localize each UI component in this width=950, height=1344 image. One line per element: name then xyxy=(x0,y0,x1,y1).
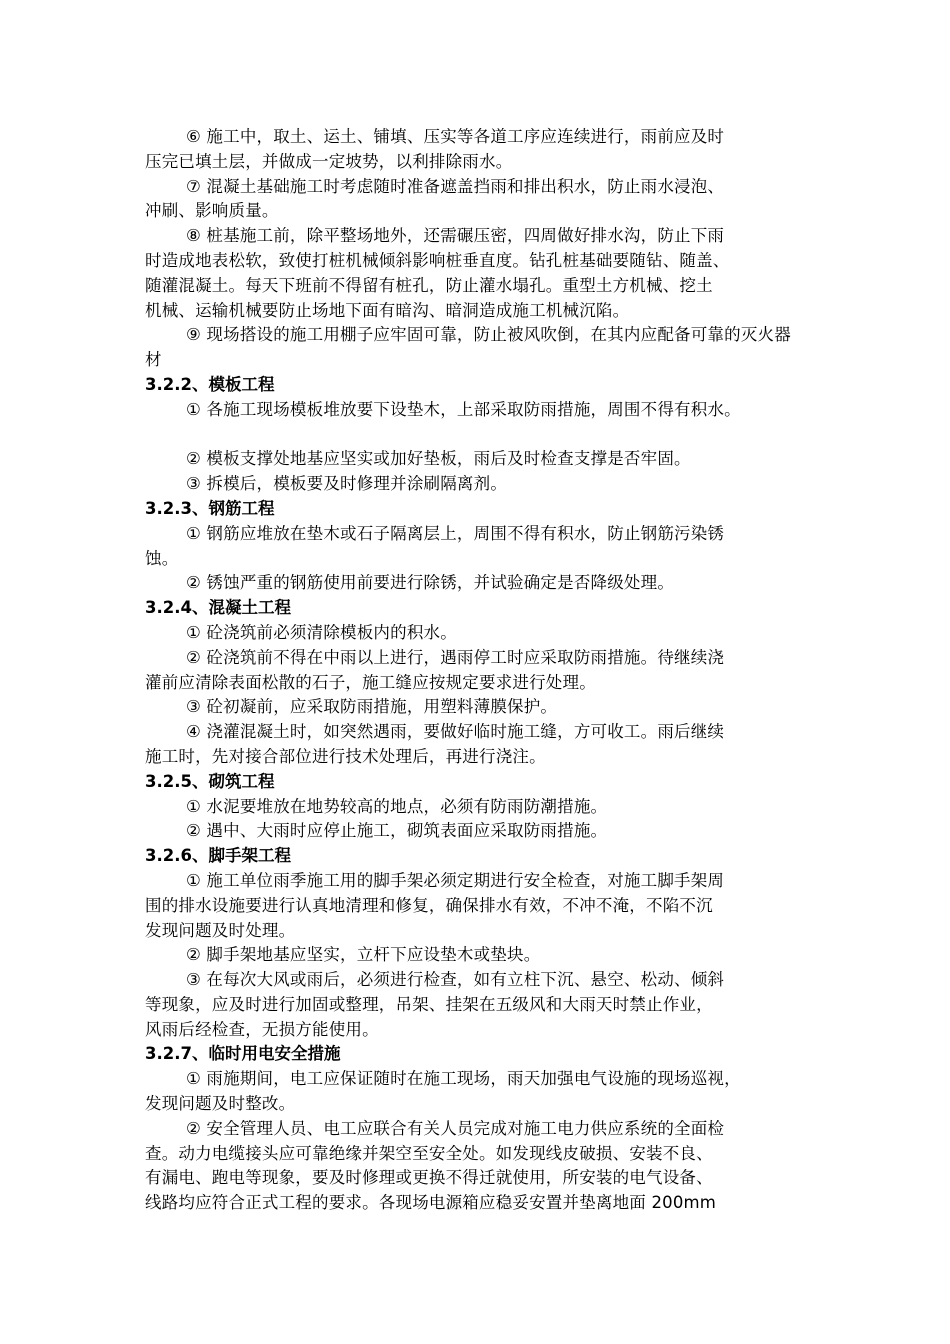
paragraph-line: 线路均应符合正式工程的要求。各现场电源箱应稳妥安置并垫离地面 200mm xyxy=(145,1193,717,1213)
paragraph-first-line: ① 施工单位雨季施工用的脚手架必须定期进行安全检查，对施工脚手架周 xyxy=(186,870,725,890)
paragraph-line: 时造成地表松软，致使打桩机械倾斜影响桩垂直度。钻孔桩基础要随钻、随盖、 xyxy=(145,250,730,270)
paragraph xyxy=(145,869,825,943)
paragraph-first-line: ① 各施工现场模板堆放要下设垫木，上部采取防雨措施，周围不得有积水。 xyxy=(186,399,741,419)
paragraph-first-line: ③ 砼初凝前，应采取防雨措施，用塑料薄膜保护。 xyxy=(186,697,558,717)
paragraph xyxy=(145,720,825,770)
paragraph-line: 风雨后经检查，无损方能使用。 xyxy=(145,1019,379,1039)
paragraph-line: 随灌混凝土。每天下班前不得留有桩孔，防止灌水塌孔。重型土方机械、挖土 xyxy=(145,275,713,295)
paragraph-first-line: ③ 拆模后，模板要及时修理并涂刷隔离剂。 xyxy=(186,474,508,494)
paragraph-first-line: ② 安全管理人员、电工应联合有关人员完成对施工电力供应系统的全面检 xyxy=(186,1118,725,1138)
paragraph xyxy=(145,943,825,968)
paragraph-first-line: ① 钢筋应堆放在垫木或石子隔离层上，周围不得有积水，防止钢筋污染锈 xyxy=(186,523,725,543)
document-page xyxy=(145,125,825,1216)
paragraph-first-line: ① 雨施期间，电工应保证随时在施工现场，雨天加强电气设施的现场巡视， xyxy=(186,1069,741,1089)
blank-line xyxy=(145,423,825,448)
paragraph-line: 有漏电、跑电等现象，要及时修理或更换不得迁就使用，所安装的电气设备、 xyxy=(145,1168,713,1188)
paragraph xyxy=(145,1117,825,1216)
paragraph xyxy=(145,522,825,572)
paragraph xyxy=(145,968,825,1042)
section-heading: 3.2.5、砌筑工程 xyxy=(145,771,275,791)
section-heading: 3.2.4、混凝土工程 xyxy=(145,598,291,618)
section-heading: 3.2.6、脚手架工程 xyxy=(145,846,291,866)
paragraph-first-line: ② 脚手架地基应坚实，立杆下应设垫木或垫块。 xyxy=(186,945,541,965)
section-heading: 3.2.7、临时用电安全措施 xyxy=(145,1044,341,1064)
paragraph-first-line: ② 遇中、大雨时应停止施工，砌筑表面应采取防雨措施。 xyxy=(186,821,608,841)
paragraph-line: 查。动力电缆接头应可靠绝缘并架空至安全处。如发现线皮破损、安装不良、 xyxy=(145,1143,713,1163)
paragraph-line: 发现问题及时整改。 xyxy=(145,1094,296,1114)
paragraph xyxy=(145,646,825,696)
paragraph-first-line: ② 砼浇筑前不得在中雨以上进行，遇雨停工时应采取防雨措施。待继续浇 xyxy=(186,647,725,667)
paragraph xyxy=(145,795,825,820)
paragraph xyxy=(145,695,825,720)
paragraph-line: 施工时，先对接合部位进行技术处理后，再进行浇注。 xyxy=(145,746,546,766)
paragraph xyxy=(145,398,825,423)
paragraph-first-line: ③ 在每次大风或雨后，必须进行检查，如有立柱下沉、悬空、松动、倾斜 xyxy=(186,970,725,990)
paragraph-first-line: ① 砼浇筑前必须清除模板内的积水。 xyxy=(186,622,457,642)
paragraph-line: 灌前应清除表面松散的石子，施工缝应按规定要求进行处理。 xyxy=(145,672,596,692)
paragraph-first-line: ⑨ 现场搭设的施工用棚子应牢固可靠，防止被风吹倒，在其内应配备可靠的灭火器 xyxy=(186,325,791,345)
paragraph xyxy=(145,175,825,225)
paragraph xyxy=(145,323,825,373)
paragraph-line: 压完已填土层，并做成一定坡势，以利排除雨水。 xyxy=(145,151,513,171)
paragraph xyxy=(145,472,825,497)
paragraph-first-line: ⑥ 施工中，取土、运土、铺填、压实等各道工序应连续进行，雨前应及时 xyxy=(186,127,725,146)
paragraph xyxy=(145,571,825,596)
paragraph-first-line: ① 水泥要堆放在地势较高的地点，必须有防雨防潮措施。 xyxy=(186,796,608,816)
paragraph xyxy=(145,819,825,844)
paragraph-first-line: ② 模板支撑处地基应坚实或加好垫板，雨后及时检查支撑是否牢固。 xyxy=(186,449,691,469)
paragraph-line: 等现象，应及时进行加固或整理，吊架、挂架在五级风和大雨天时禁止作业， xyxy=(145,994,713,1014)
paragraph-first-line: ⑧ 桩基施工前，除平整场地外，还需碾压密，四周做好排水沟，防止下雨 xyxy=(186,226,725,246)
section-heading: 3.2.2、模板工程 xyxy=(145,374,275,394)
paragraph-first-line: ④ 浇灌混凝土时，如突然遇雨，要做好临时施工缝，方可收工。雨后继续 xyxy=(186,722,725,742)
paragraph xyxy=(145,1067,825,1117)
paragraph-line: 发现问题及时处理。 xyxy=(145,920,296,940)
paragraph-line: 冲刷、影响质量。 xyxy=(145,201,279,221)
paragraph-first-line: ② 锈蚀严重的钢筋使用前要进行除锈，并试验确定是否降级处理。 xyxy=(186,573,675,593)
paragraph-first-line: ⑦ 混凝土基础施工时考虑随时准备遮盖挡雨和排出积水，防止雨水浸泡、 xyxy=(186,176,725,196)
paragraph-line: 机械、运输机械要防止场地下面有暗沟、暗洞造成施工机械沉陷。 xyxy=(145,300,630,320)
paragraph-line: 蚀。 xyxy=(145,548,179,568)
paragraph-line: 材 xyxy=(145,350,162,370)
section-heading: 3.2.3、钢筋工程 xyxy=(145,498,275,518)
paragraph-line: 围的排水设施要进行认真地清理和修复，确保排水有效，不冲不淹，不陷不沉 xyxy=(145,895,713,915)
paragraph xyxy=(145,447,825,472)
paragraph xyxy=(145,125,825,175)
paragraph xyxy=(145,621,825,646)
paragraph xyxy=(145,224,825,323)
